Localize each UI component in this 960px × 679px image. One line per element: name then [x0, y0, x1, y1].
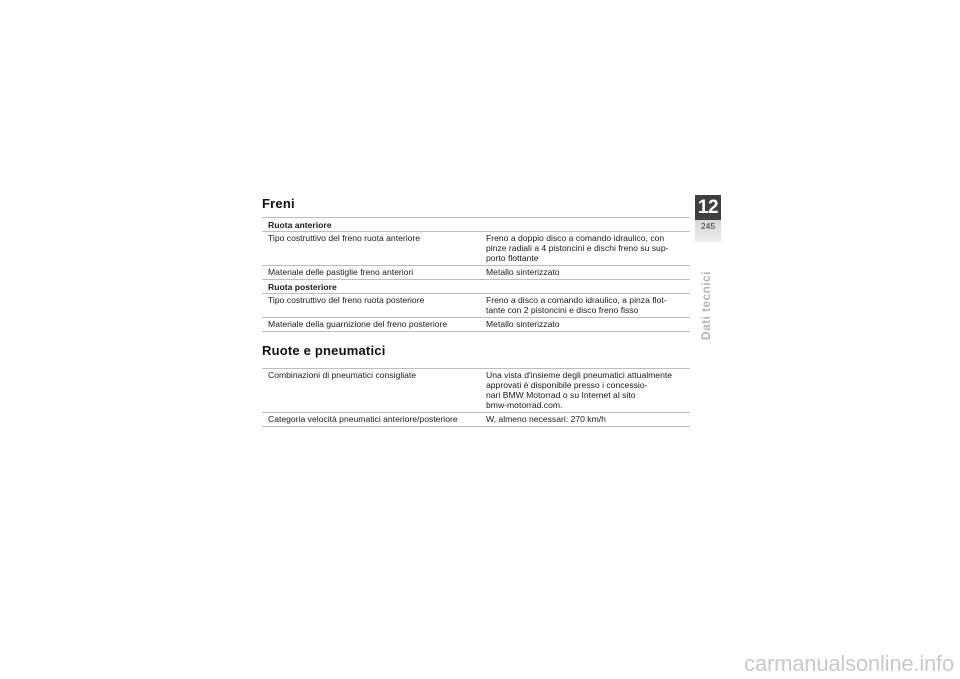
value-line: approvati è disponibile presso i concessio-: [486, 380, 648, 390]
table-row: [262, 294, 690, 318]
row-label: Tipo costruttivo del freno ruota posteriore: [262, 294, 480, 318]
row-label: Combinazioni di pneumatici consigliate: [262, 369, 480, 413]
value-line: pinze radiali a 4 pistoncini e dischi freno su sup-: [486, 243, 669, 253]
row-value: [480, 318, 690, 332]
value-line: Una vista d'insieme degli pneumatici attualmente: [486, 370, 673, 380]
value-line: Freno a disco a comando idraulico, a pinza flot-: [486, 295, 667, 305]
value-line: Metallo sinterizzato: [486, 319, 560, 329]
subheading-text: Ruota anteriore: [262, 218, 690, 232]
subheading-rear-wheel: [262, 280, 690, 294]
value-line: Metallo sinterizzato: [486, 267, 560, 277]
chapter-side-label: Dati tecnici: [699, 271, 713, 340]
value-line: W, almeno necessari: 270 km/h: [486, 414, 606, 424]
section-title-tyres: Ruote e pneumatici: [262, 343, 386, 358]
value-line: porto flottante: [486, 253, 539, 263]
row-value: [480, 232, 690, 266]
row-value: [480, 266, 690, 280]
table-row: [262, 369, 690, 413]
section-title-brakes: Freni: [262, 196, 295, 211]
chapter-tab: [695, 195, 721, 242]
value-line: nari BMW Motorrad o su Internet al sito: [486, 390, 636, 400]
row-value: [480, 294, 690, 318]
value-line: tante con 2 pistoncini e disco freno fisso: [486, 305, 639, 315]
row-label: Tipo costruttivo del freno ruota anteriore: [262, 232, 480, 266]
table-row: [262, 413, 690, 427]
watermark-text: carmanualsonline.info: [744, 651, 954, 676]
row-label: Materiale delle pastiglie freno anteriori: [262, 266, 480, 280]
table-row: [262, 318, 690, 332]
row-value: [480, 413, 690, 427]
brakes-table: [262, 217, 690, 332]
row-label: Materiale della guarnizione del freno posteriore: [262, 318, 480, 332]
manual-page-content: [262, 196, 690, 427]
page-number: 245: [700, 221, 716, 231]
value-line: Freno a doppio disco a comando idraulico, con: [486, 233, 665, 243]
row-label: Categoria velocità pneumatici anteriore/posteriore: [262, 413, 480, 427]
subheading-text: Ruota posteriore: [262, 280, 690, 294]
row-value: [480, 369, 690, 413]
chapter-number: 12: [697, 197, 719, 218]
table-row: [262, 232, 690, 266]
table-row: [262, 266, 690, 280]
subheading-front-wheel: [262, 218, 690, 232]
tyres-table: [262, 368, 690, 427]
value-line: bmw-motorrad.com.: [486, 400, 563, 410]
